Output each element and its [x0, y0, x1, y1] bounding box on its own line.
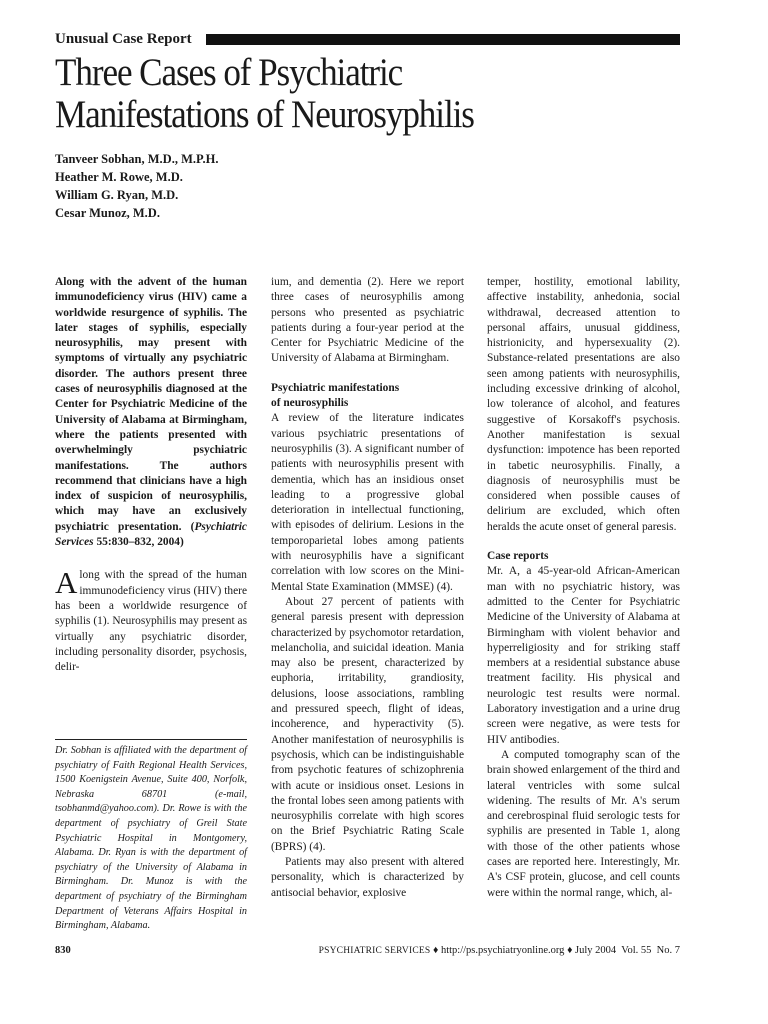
- paragraph: About 27 percent of patients with general paresis present with depression characterized by psychomotor retardation, melancholia, and suicidal ideation. Mania may also be present, characterized by euphoria, irritability, grandiosity, delusions, loose associations, rambling and pressured speech, flight of ideas, incoherence, and hyperactivity (5). Another manifestation of neurosyphilis is psychosis, which can be indistinguishable from psychotic features of schizophrenia with acute or insidious onset. Lesions in the frontal lobes seen among patients with neurosyphilis correlate with high scores on the Brief Psychiatric Rating Scale (BPRS) (4).: [271, 595, 464, 853]
- column-1: [55, 275, 247, 675]
- paragraph: A computed tomography scan of the brain showed enlargement of the third and lateral ventricles with some sulcal widening. The results of Mr. A's serum and cerebrospinal fluid serologic tests for syphilis are presented in Table 1, along with those of the other patients whose cases are reported here. Interestingly, Mr. A's CSF protein, glucose, and cell counts were within the normal range, which, al-: [487, 748, 680, 899]
- section-heading-psychiatric-manifestations: Psychiatric manifestations of neurosyphilis: [271, 381, 400, 410]
- title-line-2: Manifestations of Neurosyphilis: [55, 93, 474, 136]
- author: William G. Ryan, M.D.: [55, 188, 179, 202]
- author-list: [55, 150, 218, 222]
- header-rule: [206, 34, 680, 45]
- section-heading-case-reports: Case reports: [487, 550, 549, 563]
- journal-url[interactable]: http://ps.psychiatryonline.org: [440, 945, 565, 956]
- volume: Vol. 55: [621, 945, 652, 956]
- issue-number: No. 7: [656, 945, 680, 956]
- column-2: [271, 275, 464, 901]
- intro-paragraph: Along with the spread of the human immunodeficiency virus (HIV) there has been a worldwide resurgence of syphilis (1). Neurosyphilis may present as virtually any psychiatric disorder, including personality disorder, psychosis, delir-: [55, 565, 247, 674]
- paragraph: ium, and dementia (2). Here we report three cases of neurosyphilis among persons who presented as psychiatric patients during a four-year period at the Center for Psychiatric Medicine of the University of Alabama at Birmingham.: [271, 276, 464, 365]
- page-number: 830: [55, 945, 71, 956]
- author: Tanveer Sobhan, M.D., M.P.H.: [55, 152, 219, 166]
- section-label: Unusual Case Report: [55, 30, 192, 47]
- journal-name: PSYCHIATRIC SERVICES: [318, 946, 431, 956]
- article-title: [55, 52, 631, 136]
- paragraph: A review of the literature indicates various psychiatric presentations of neurosyphilis (3). A significant number of patients with neurosyphilis present with dementia, which has an insidious onset leading to a progressive global deterioration in intellectual functioning, with episodes of delirium. Lesions in the temporoparietal lobes among patients with neurosyphilis have a significant correlation with low scores on the Mini-Mental State Examination (MMSE) (4).: [271, 412, 464, 593]
- issue-date: July 2004: [575, 945, 617, 956]
- citation-journal: Psychiatric Services: [55, 520, 247, 549]
- author: Heather M. Rowe, M.D.: [55, 170, 183, 184]
- column-3: [487, 275, 680, 901]
- drop-cap: A: [55, 565, 78, 601]
- author: Cesar Munoz, M.D.: [55, 206, 160, 220]
- title-line-1: Three Cases of Psychiatric: [55, 51, 403, 94]
- author-affiliations-footnote: Dr. Sobhan is affiliated with the department of psychiatry of Faith Regional Health Services, 1500 Koenigstein Avenue, Suite 400, Norfolk, Nebraska 68701 (e-mail, tsobhanmd@yahoo.com). Dr. Rowe is with the department of psychiatry of Greil State Psychiatric Hospital in Montgomery, Alabama. Dr. Ryan is with the department of psychiatry of the University of Alabama in Birmingham. Dr. Munoz is with the department of psychiatry of the Birmingham Department of Veterans Affairs Hospital in Birmingham, Alabama.: [55, 739, 247, 934]
- paragraph: temper, hostility, emotional lability, affective instability, anhedonia, social withdrawal, decreased attention to personal affairs, unusual giddiness, histrionicity, and hypersexuality (2). Substance-related presentations are also seen among patients with neurosyphilis, including excessive drinking of alcohol, low tolerance of alcohol, and features suggestive of Korsakoff's psychosis. Another manifestation is sexual dysfunction: impotence has been reported in tabetic neurosyphilis. Finally, a diagnosis of neurosyphilis must be considered when possible causes of delirium are excluded, which often heralds the acute onset of general paresis.: [487, 276, 680, 533]
- paragraph: Patients may also present with altered personality, which is characterized by antisocial behavior, explosive: [271, 855, 464, 899]
- citation-details: 55:830–832, 2004): [93, 536, 184, 549]
- running-footer: PSYCHIATRIC SERVICES ♦ http://ps.psychiatryonline.org ♦ July 2004 Vol. 55 No. 7: [318, 945, 680, 956]
- page-footer: [55, 945, 680, 961]
- abstract-text: Along with the advent of the human immunodeficiency virus (HIV) came a worldwide resurgence of syphilis. The later stages of syphilis, especially neurosyphilis, may present with symptoms of virtually any psychiatric disorder. The authors present three cases of neurosyphilis diagnosed at the Center for Psychiatric Medicine of the University of Alabama at Birmingham, where the patients presented with overwhelmingly psychiatric manifestations. The authors recommend that clinicians have a high index of suspicion of neurosyphilis, which may have an exclusively psychiatric presentation.: [55, 276, 247, 533]
- section-header: [55, 30, 680, 48]
- abstract: Along with the advent of the human immunodeficiency virus (HIV) came a worldwide resurgence of syphilis. The later stages of syphilis, especially neurosyphilis, may present with symptoms of virtually any psychiatric disorder. The authors present three cases of neurosyphilis diagnosed at the Center for Psychiatric Medicine of the University of Alabama at Birmingham, where the patients presented with overwhelmingly psychiatric manifestations. The authors recommend that clinicians have a high index of suspicion of neurosyphilis, which may have an exclusively psychiatric presentation. (Psychiatric Services 55:830–832, 2004): [55, 276, 247, 549]
- paragraph: Mr. A, a 45-year-old African-American man with no psychiatric history, was admitted to the Center for Psychiatric Medicine of the University of Alabama at Birmingham with violent behavior and hyperreligiosity and for striking staff members at a residential substance abuse treatment facility. His physical and neurologic test results were normal. Laboratory investigation and a urine drug screen were negative, as were tests for HIV antibodies.: [487, 565, 680, 746]
